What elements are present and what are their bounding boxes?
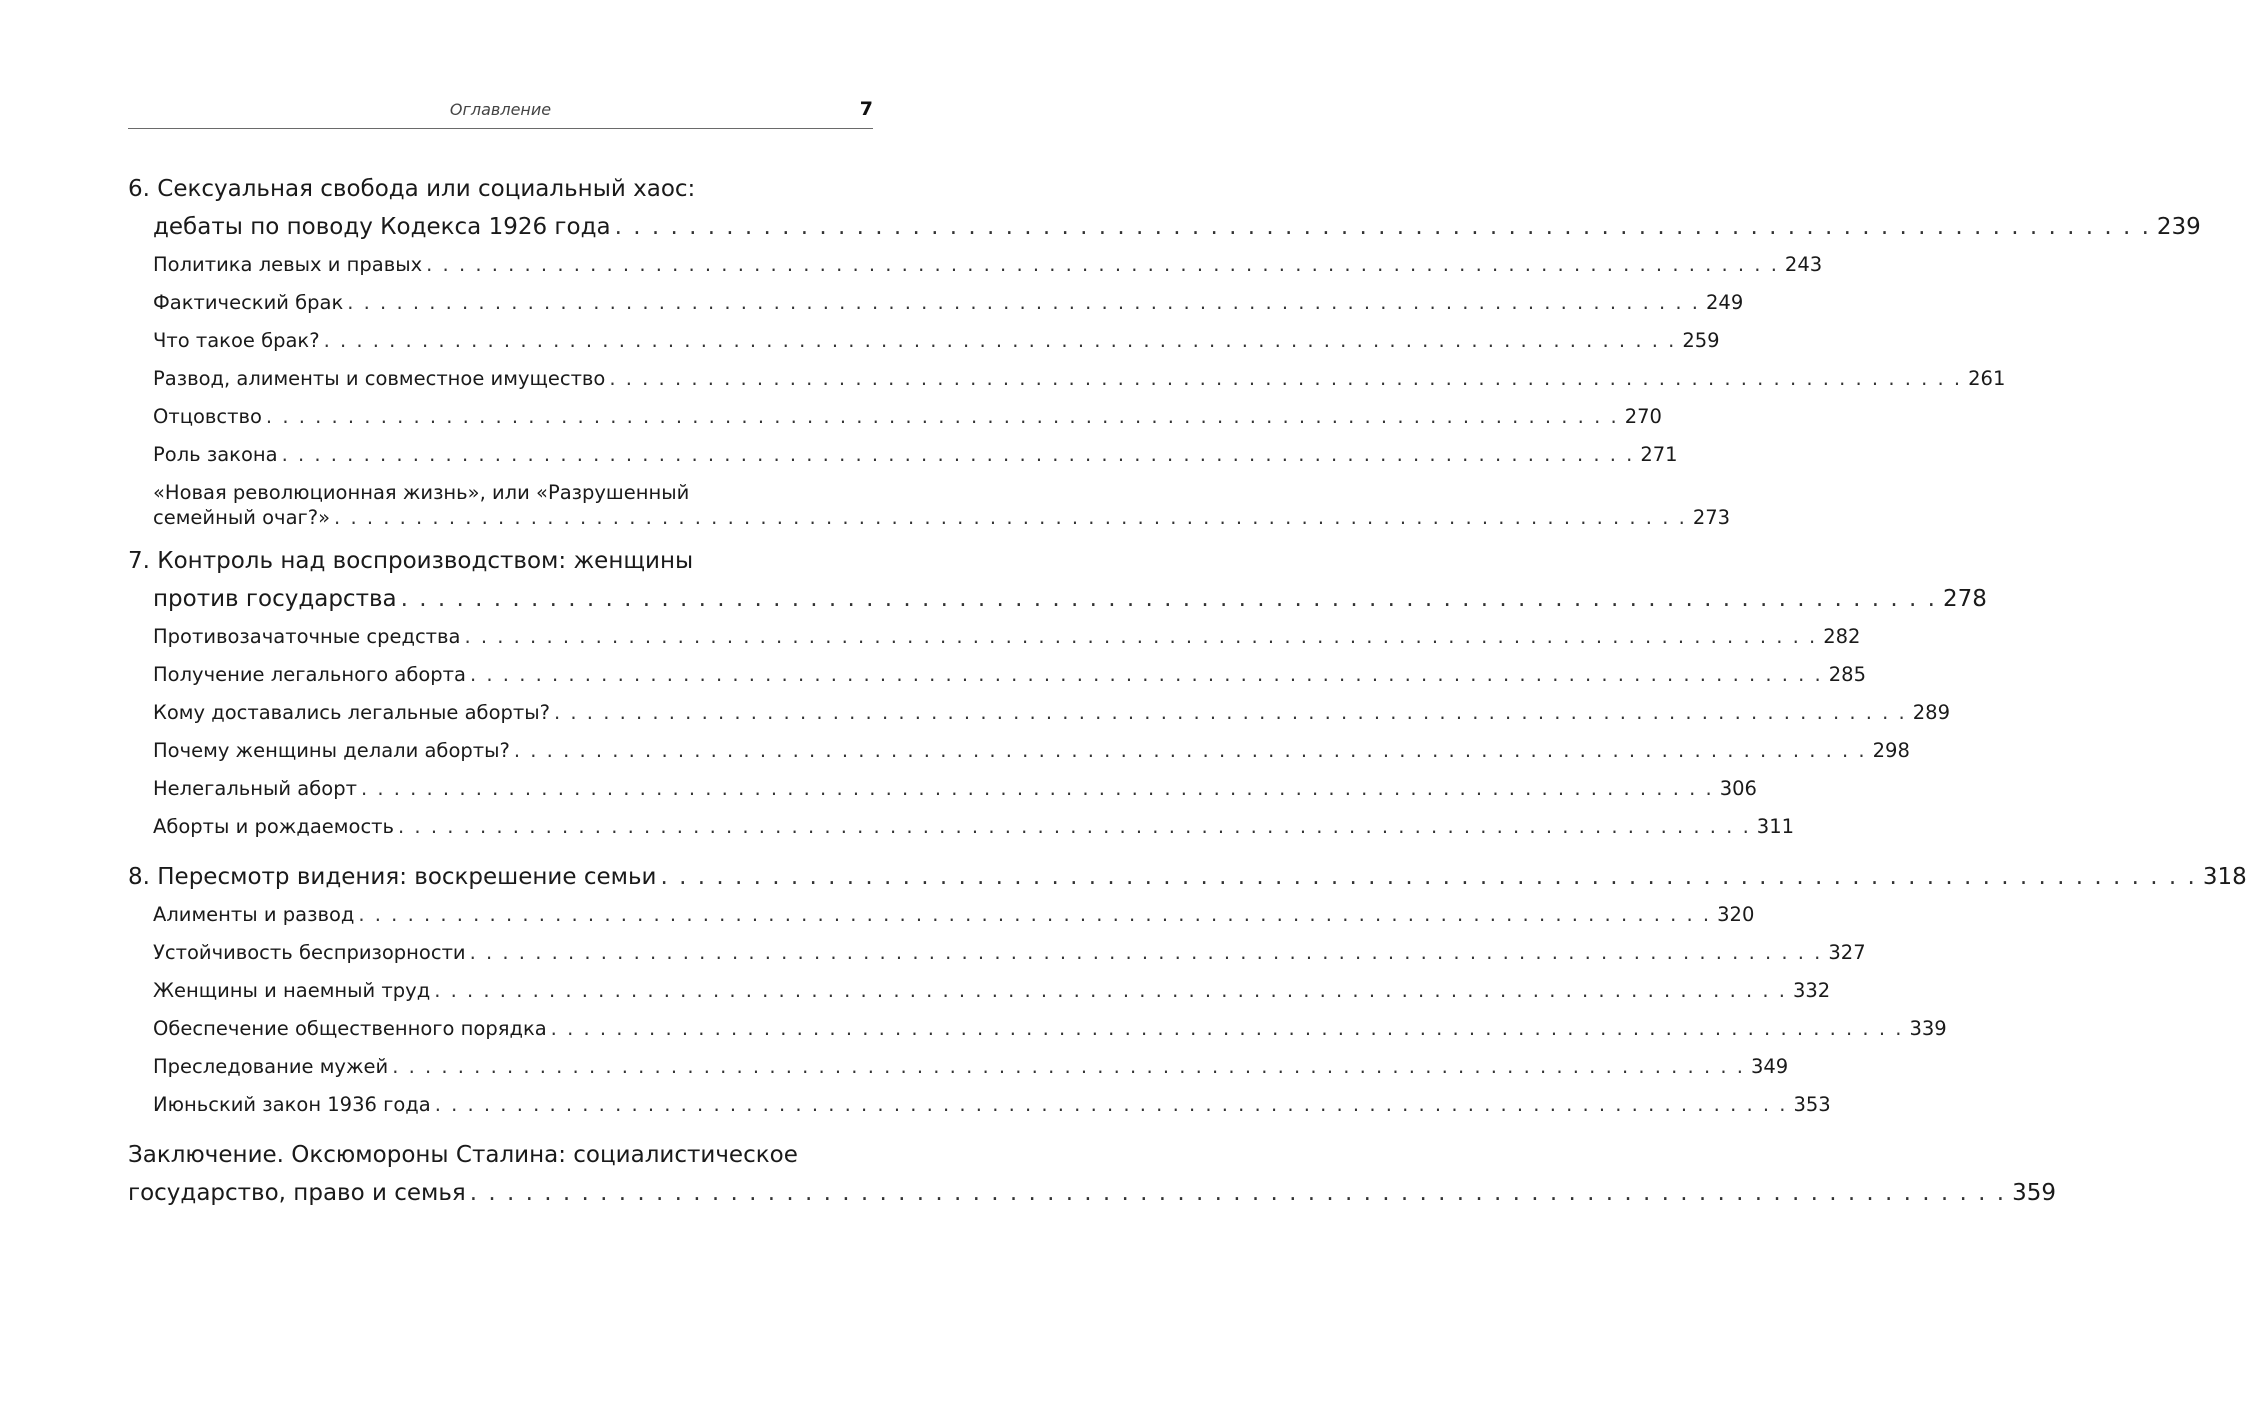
- table-of-contents: [128, 170, 2247, 1224]
- entry-title: Алименты и развод: [153, 903, 355, 926]
- section-entry: [128, 246, 1823, 284]
- dot-leader: . . . . . . . . . . . . . . . . . . . . . . . . . . . . . . . . . . . . . . . . . . . . . . . . . . . . . . . . . . . . . . . . . . . . . . . . . . . . . . . . . . .: [434, 979, 1787, 1002]
- dot-leader: . . . . . . . . . . . . . . . . . . . . . . . . . . . . . . . . . . . . . . . . . . . . . . . . . . . . . . . . . . . . . . . . . . . . . . . . . . . . . . . . . . .: [614, 214, 2151, 240]
- entry-page-number: 311: [1756, 815, 1795, 838]
- conclusion-title-line: Заключение. Оксюмороны Сталина: социалистическое: [128, 1142, 798, 1168]
- section-entry: [128, 1086, 1831, 1124]
- entry-title: 8. Пересмотр видения: воскрешение семьи: [128, 864, 657, 890]
- entry-title: Нелегальный аборт: [153, 777, 357, 800]
- entry-page-number: 270: [1624, 405, 1662, 428]
- entry-title: государство, право и семья: [128, 1180, 466, 1206]
- dot-leader: . . . . . . . . . . . . . . . . . . . . . . . . . . . . . . . . . . . . . . . . . . . . . . . . . . . . . . . . . . . . . . . . . . . . . . . . . . . . . . . . . . .: [400, 586, 1937, 612]
- entry-page-number: 278: [1942, 586, 1987, 612]
- entry-title: против государства: [153, 586, 397, 612]
- entry-page-number: 318: [2202, 864, 2247, 890]
- chapter-title-line: [128, 858, 2247, 896]
- chapter-title-line: 6. Сексуальная свобода или социальный хаос:: [128, 176, 696, 202]
- section-entry: [128, 694, 1950, 732]
- entry-title: Устойчивость беспризорности: [153, 941, 466, 964]
- dot-leader: . . . . . . . . . . . . . . . . . . . . . . . . . . . . . . . . . . . . . . . . . . . . . . . . . . . . . . . . . . . . . . . . . . . . . . . . . . . . . . . . . . .: [609, 367, 1963, 390]
- dot-leader: . . . . . . . . . . . . . . . . . . . . . . . . . . . . . . . . . . . . . . . . . . . . . . . . . . . . . . . . . . . . . . . . . . . . . . . . . . . . . . . . . . .: [281, 443, 1635, 466]
- section-title-continued: [153, 505, 1731, 530]
- dot-leader: . . . . . . . . . . . . . . . . . . . . . . . . . . . . . . . . . . . . . . . . . . . . . . . . . . . . . . . . . . . . . . . . . . . . . . . . . . . . . . . . . . .: [469, 941, 1823, 964]
- entry-page-number: 273: [1692, 506, 1731, 529]
- entry-page-number: 261: [1968, 367, 2006, 390]
- section-title-line: «Новая революционная жизнь», или «Разрушенный: [153, 481, 690, 504]
- conclusion-title-continued: [128, 1174, 2057, 1212]
- entry-title: дебаты по поводу Кодекса 1926 года: [153, 214, 611, 240]
- entry-title: Аборты и рождаемость: [153, 815, 395, 838]
- entry-title: Фактический брак: [153, 291, 344, 314]
- entry-page-number: 359: [2012, 1180, 2057, 1206]
- section-entry: [128, 656, 1866, 694]
- section-entry: [128, 808, 1795, 846]
- section-entry: [128, 896, 1755, 934]
- entry-title: Кому доставались легальные аборты?: [153, 701, 550, 724]
- section-entry: [128, 934, 1866, 972]
- chapter-title-continued: [128, 208, 2201, 246]
- dot-leader: . . . . . . . . . . . . . . . . . . . . . . . . . . . . . . . . . . . . . . . . . . . . . . . . . . . . . . . . . . . . . . . . . . . . . . . . . . . . . . . . . . .: [554, 701, 1907, 724]
- entry-page-number: 332: [1792, 979, 1831, 1002]
- dot-leader: . . . . . . . . . . . . . . . . . . . . . . . . . . . . . . . . . . . . . . . . . . . . . . . . . . . . . . . . . . . . . . . . . . . . . . . . . . . . . . . . . . .: [660, 864, 2197, 890]
- entry-page-number: 249: [1706, 291, 1744, 314]
- section-entry: [128, 480, 1731, 530]
- chapter-title-continued: [128, 580, 1987, 618]
- dot-leader: . . . . . . . . . . . . . . . . . . . . . . . . . . . . . . . . . . . . . . . . . . . . . . . . . . . . . . . . . . . . . . . . . . . . . . . . . . . . . . . . . . .: [513, 739, 1867, 762]
- section-entry: [128, 398, 1662, 436]
- entry-page-number: 298: [1872, 739, 1910, 762]
- page-number: 7: [859, 98, 873, 120]
- entry-page-number: 339: [1909, 1017, 1947, 1040]
- running-header-title: Оглавление: [449, 100, 552, 119]
- entry-title: семейный очаг?»: [153, 506, 331, 529]
- dot-leader: . . . . . . . . . . . . . . . . . . . . . . . . . . . . . . . . . . . . . . . . . . . . . . . . . . . . . . . . . . . . . . . . . . . . . . . . . . . . . . . . . . .: [334, 506, 1687, 529]
- entry-title: Развод, алименты и совместное имущество: [153, 367, 606, 390]
- running-header: [128, 98, 873, 129]
- section-entry: [128, 284, 1744, 322]
- entry-title: Отцовство: [153, 405, 262, 428]
- entry-page-number: 239: [2156, 214, 2201, 240]
- dot-leader: . . . . . . . . . . . . . . . . . . . . . . . . . . . . . . . . . . . . . . . . . . . . . . . . . . . . . . . . . . . . . . . . . . . . . . . . . . . . . . . . . . .: [470, 663, 1823, 686]
- entry-title: Противозачаточные средства: [153, 625, 461, 648]
- entry-page-number: 327: [1828, 941, 1866, 964]
- dot-leader: . . . . . . . . . . . . . . . . . . . . . . . . . . . . . . . . . . . . . . . . . . . . . . . . . . . . . . . . . . . . . . . . . . . . . . . . . . . . . . . . . . .: [469, 1180, 2007, 1206]
- section-entry: [128, 322, 1720, 360]
- entry-title: Что такое брак?: [153, 329, 320, 352]
- entry-page-number: 282: [1823, 625, 1861, 648]
- entry-title: Июньский закон 1936 года: [153, 1093, 431, 1116]
- entry-title: Женщины и наемный труд: [153, 979, 431, 1002]
- entry-title: Получение легального аборта: [153, 663, 466, 686]
- dot-leader: . . . . . . . . . . . . . . . . . . . . . . . . . . . . . . . . . . . . . . . . . . . . . . . . . . . . . . . . . . . . . . . . . . . . . . . . . . . . . . . . . . .: [360, 777, 1714, 800]
- entry-page-number: 289: [1912, 701, 1950, 724]
- entry-title: Почему женщины делали аборты?: [153, 739, 510, 762]
- section-entry: [128, 436, 1678, 474]
- dot-leader: . . . . . . . . . . . . . . . . . . . . . . . . . . . . . . . . . . . . . . . . . . . . . . . . . . . . . . . . . . . . . . . . . . . . . . . . . . . . . . . . . . .: [347, 291, 1701, 314]
- entry-page-number: 320: [1717, 903, 1755, 926]
- entry-title: Политика левых и правых: [153, 253, 423, 276]
- section-entry: [128, 770, 1757, 808]
- entry-page-number: 306: [1719, 777, 1757, 800]
- conclusion-entry: [128, 1136, 2057, 1212]
- chapter-entry: [128, 858, 2247, 1124]
- dot-leader: . . . . . . . . . . . . . . . . . . . . . . . . . . . . . . . . . . . . . . . . . . . . . . . . . . . . . . . . . . . . . . . . . . . . . . . . . . . . . . . . . . .: [323, 329, 1677, 352]
- chapter-entry: [128, 542, 1987, 846]
- section-entry: [128, 1048, 1789, 1086]
- section-entry: [128, 732, 1910, 770]
- entry-page-number: 349: [1750, 1055, 1789, 1078]
- entry-page-number: 259: [1682, 329, 1720, 352]
- section-entry: [128, 972, 1831, 1010]
- dot-leader: . . . . . . . . . . . . . . . . . . . . . . . . . . . . . . . . . . . . . . . . . . . . . . . . . . . . . . . . . . . . . . . . . . . . . . . . . . . . . . . . . . .: [392, 1055, 1745, 1078]
- section-entry: [128, 618, 1861, 656]
- chapter-title-line: 7. Контроль над воспроизводством: женщины: [128, 548, 694, 574]
- dot-leader: . . . . . . . . . . . . . . . . . . . . . . . . . . . . . . . . . . . . . . . . . . . . . . . . . . . . . . . . . . . . . . . . . . . . . . . . . . . . . . . . . . .: [358, 903, 1712, 926]
- entry-title: Роль закона: [153, 443, 278, 466]
- dot-leader: . . . . . . . . . . . . . . . . . . . . . . . . . . . . . . . . . . . . . . . . . . . . . . . . . . . . . . . . . . . . . . . . . . . . . . . . . . . . . . . . . . .: [464, 625, 1818, 648]
- entry-page-number: 243: [1784, 253, 1823, 276]
- entry-title: Преследование мужей: [153, 1055, 389, 1078]
- entry-page-number: 271: [1640, 443, 1678, 466]
- entry-page-number: 353: [1793, 1093, 1831, 1116]
- dot-leader: . . . . . . . . . . . . . . . . . . . . . . . . . . . . . . . . . . . . . . . . . . . . . . . . . . . . . . . . . . . . . . . . . . . . . . . . . . . . . . . . . . .: [265, 405, 1619, 428]
- entry-title: Обеспечение общественного порядка: [153, 1017, 547, 1040]
- dot-leader: . . . . . . . . . . . . . . . . . . . . . . . . . . . . . . . . . . . . . . . . . . . . . . . . . . . . . . . . . . . . . . . . . . . . . . . . . . . . . . . . . . .: [434, 1093, 1788, 1116]
- section-entry: [128, 360, 2006, 398]
- section-entry: [128, 1010, 1947, 1048]
- chapter-entry: [128, 170, 2201, 530]
- dot-leader: . . . . . . . . . . . . . . . . . . . . . . . . . . . . . . . . . . . . . . . . . . . . . . . . . . . . . . . . . . . . . . . . . . . . . . . . . . . . . . . . . . .: [550, 1017, 1904, 1040]
- dot-leader: . . . . . . . . . . . . . . . . . . . . . . . . . . . . . . . . . . . . . . . . . . . . . . . . . . . . . . . . . . . . . . . . . . . . . . . . . . . . . . . . . . .: [398, 815, 1751, 838]
- dot-leader: . . . . . . . . . . . . . . . . . . . . . . . . . . . . . . . . . . . . . . . . . . . . . . . . . . . . . . . . . . . . . . . . . . . . . . . . . . . . . . . . . . .: [426, 253, 1779, 276]
- entry-page-number: 285: [1828, 663, 1866, 686]
